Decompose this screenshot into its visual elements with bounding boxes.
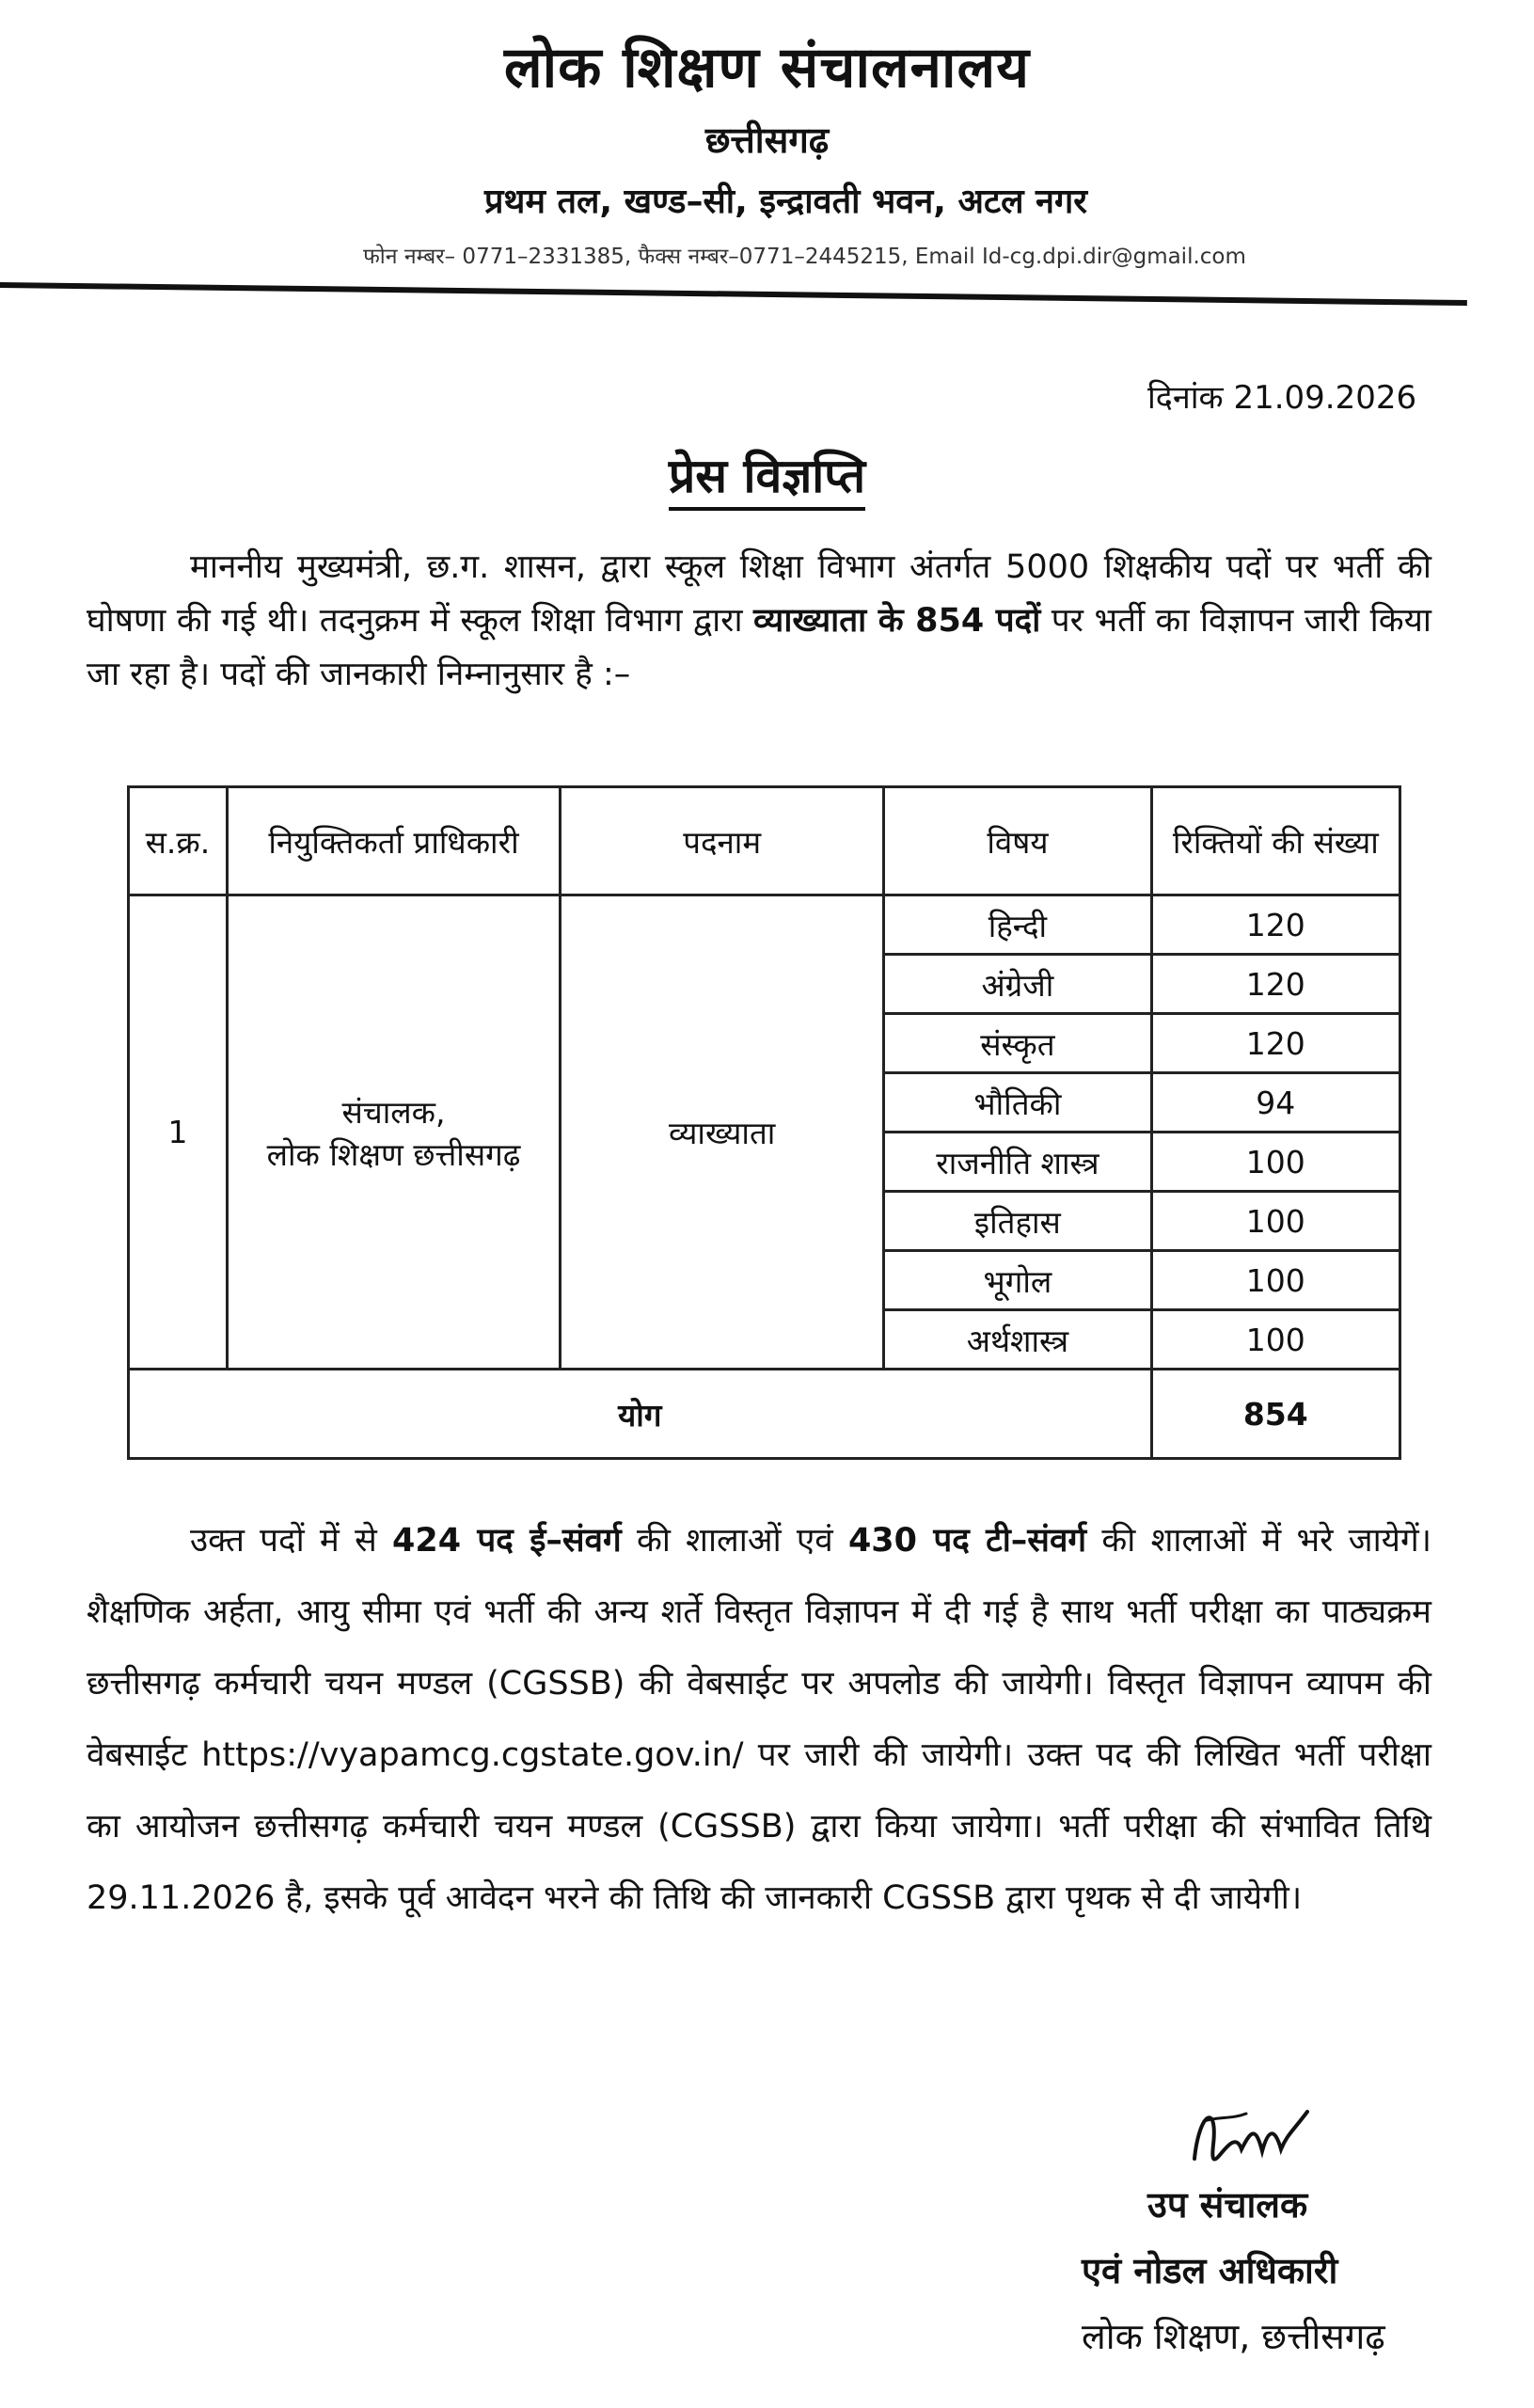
authority-line-2: लोक शिक्षण छत्तीसगढ़: [266, 1135, 521, 1173]
total-label: योग: [129, 1370, 1152, 1459]
subject-cell: राजनीति शास्त्र: [884, 1133, 1151, 1192]
header-divider: [0, 282, 1467, 306]
col-header-vacancies: रिक्तियों की संख्या: [1151, 787, 1400, 895]
org-title: लोक शिक्षण संचालनालय: [503, 35, 1031, 101]
total-value: 854: [1151, 1370, 1400, 1459]
intro-text-2: पर भर्ती का विज्ञापन जारी किया जा रहा है। पदों की जानकारी निम्नानुसार है :–: [87, 602, 1431, 693]
date-label: दिनांक: [1147, 379, 1224, 417]
col-header-post: पदनाम: [561, 787, 884, 895]
details-text-1: उक्त पदों में से: [190, 1522, 377, 1560]
details-bold-2: 430 पद टी–संवर्ग: [847, 1522, 1087, 1560]
intro-bold-1: व्याख्याता के 854 पदों: [753, 602, 1041, 640]
date-value: 21.09.2026: [1233, 379, 1417, 417]
handwritten-signature: [1176, 2093, 1326, 2178]
count-cell: 120: [1151, 955, 1400, 1014]
details-bold-1: 424 पद ई–संवर्ग: [392, 1522, 622, 1560]
signatory-role: एवं नोडल अधिकारी: [1082, 2250, 1338, 2291]
post-cell: व्याख्याता: [561, 895, 884, 1370]
count-cell: 100: [1151, 1192, 1400, 1251]
signatory-designation: उप संचालक: [1147, 2184, 1308, 2226]
intro-text-1: माननीय मुख्यमंत्री, छ.ग. शासन, द्वारा स्कूल शिक्षा विभाग अंतर्गत 5000 शिक्षकीय पदों पर भर्ती की घोषणा की गई थी। तदनुक्रम में स्कूल शिक्षा विभाग द्वारा: [87, 548, 1431, 640]
subject-cell: भौतिकी: [884, 1073, 1151, 1133]
notice-title: [0, 442, 1534, 506]
authority-line-1: संचालक,: [341, 1093, 446, 1131]
details-text-4: पर जारी की जायेगी। उक्त पद की लिखित भर्ती परीक्षा का आयोजन छत्तीसगढ़ कर्मचारी चयन मण्डल (CGSSB) द्वारा किया जायेगा। भर्ती परीक्षा की संभावित तिथि 29.11.2026 है, इसके पूर्व आवेदन भरने की तिथि की जानकारी CGSSB द्वारा पृथक से दी जायेगी।: [87, 1736, 1431, 1917]
website-url[interactable]: https://vyapamcg.cgstate.gov.in/: [201, 1736, 744, 1774]
col-header-serial: स.क्र.: [129, 787, 228, 895]
subject-cell: इतिहास: [884, 1192, 1151, 1251]
col-header-subject: विषय: [884, 787, 1151, 895]
date-line: [1147, 374, 1416, 418]
count-cell: 100: [1151, 1251, 1400, 1310]
count-cell: 120: [1151, 895, 1400, 955]
serial-cell: 1: [129, 895, 228, 1370]
authority-cell: [227, 895, 560, 1370]
subject-cell: अर्थशास्त्र: [884, 1310, 1151, 1370]
subject-cell: अंग्रेजी: [884, 955, 1151, 1014]
subject-cell: भूगोल: [884, 1251, 1151, 1310]
table-header-row: [129, 787, 1400, 895]
intro-paragraph: [87, 541, 1431, 702]
subject-cell: संस्कृत: [884, 1014, 1151, 1073]
total-row: [129, 1370, 1400, 1459]
org-contact: फोन नम्बर– 0771–2331385, फैक्स नम्बर–0771–2445215, Email Id-cg.dpi.dir@gmail.com: [363, 245, 1246, 269]
col-header-authority: नियुक्तिकर्ता प्राधिकारी: [227, 787, 560, 895]
subject-cell: हिन्दी: [884, 895, 1151, 955]
vacancy-table: [127, 785, 1401, 1460]
org-address: प्रथम तल, खण्ड–सी, इन्द्रावती भवन, अटल नगर: [483, 182, 1088, 221]
count-cell: 100: [1151, 1133, 1400, 1192]
details-text-2: की शालाओं एवं: [636, 1522, 833, 1560]
notice-title-text: प्रेस विज्ञप्ति: [669, 449, 865, 511]
details-text-3: की शालाओं में भरे जायेगें। शैक्षणिक अर्हता, आयु सीमा एवं भर्ती की अन्य शर्ते विस्तृत विज्ञापन में दी गई है साथ भर्ती परीक्षा का पाठ्यक्रम छत्तीसगढ़ कर्मचारी चयन मण्डल (CGSSB) की वेबसाईट पर अपलोड की जायेगी। विस्तृत विज्ञापन व्यापम की वेबसाईट: [87, 1522, 1431, 1774]
count-cell: 94: [1151, 1073, 1400, 1133]
count-cell: 120: [1151, 1014, 1400, 1073]
org-state: छत्तीसगढ़: [704, 119, 830, 161]
table-row: [129, 895, 1400, 955]
count-cell: 100: [1151, 1310, 1400, 1370]
signatory-department: लोक शिक्षण, छत्तीसगढ़: [1082, 2316, 1385, 2357]
details-paragraph: [87, 1505, 1431, 1934]
